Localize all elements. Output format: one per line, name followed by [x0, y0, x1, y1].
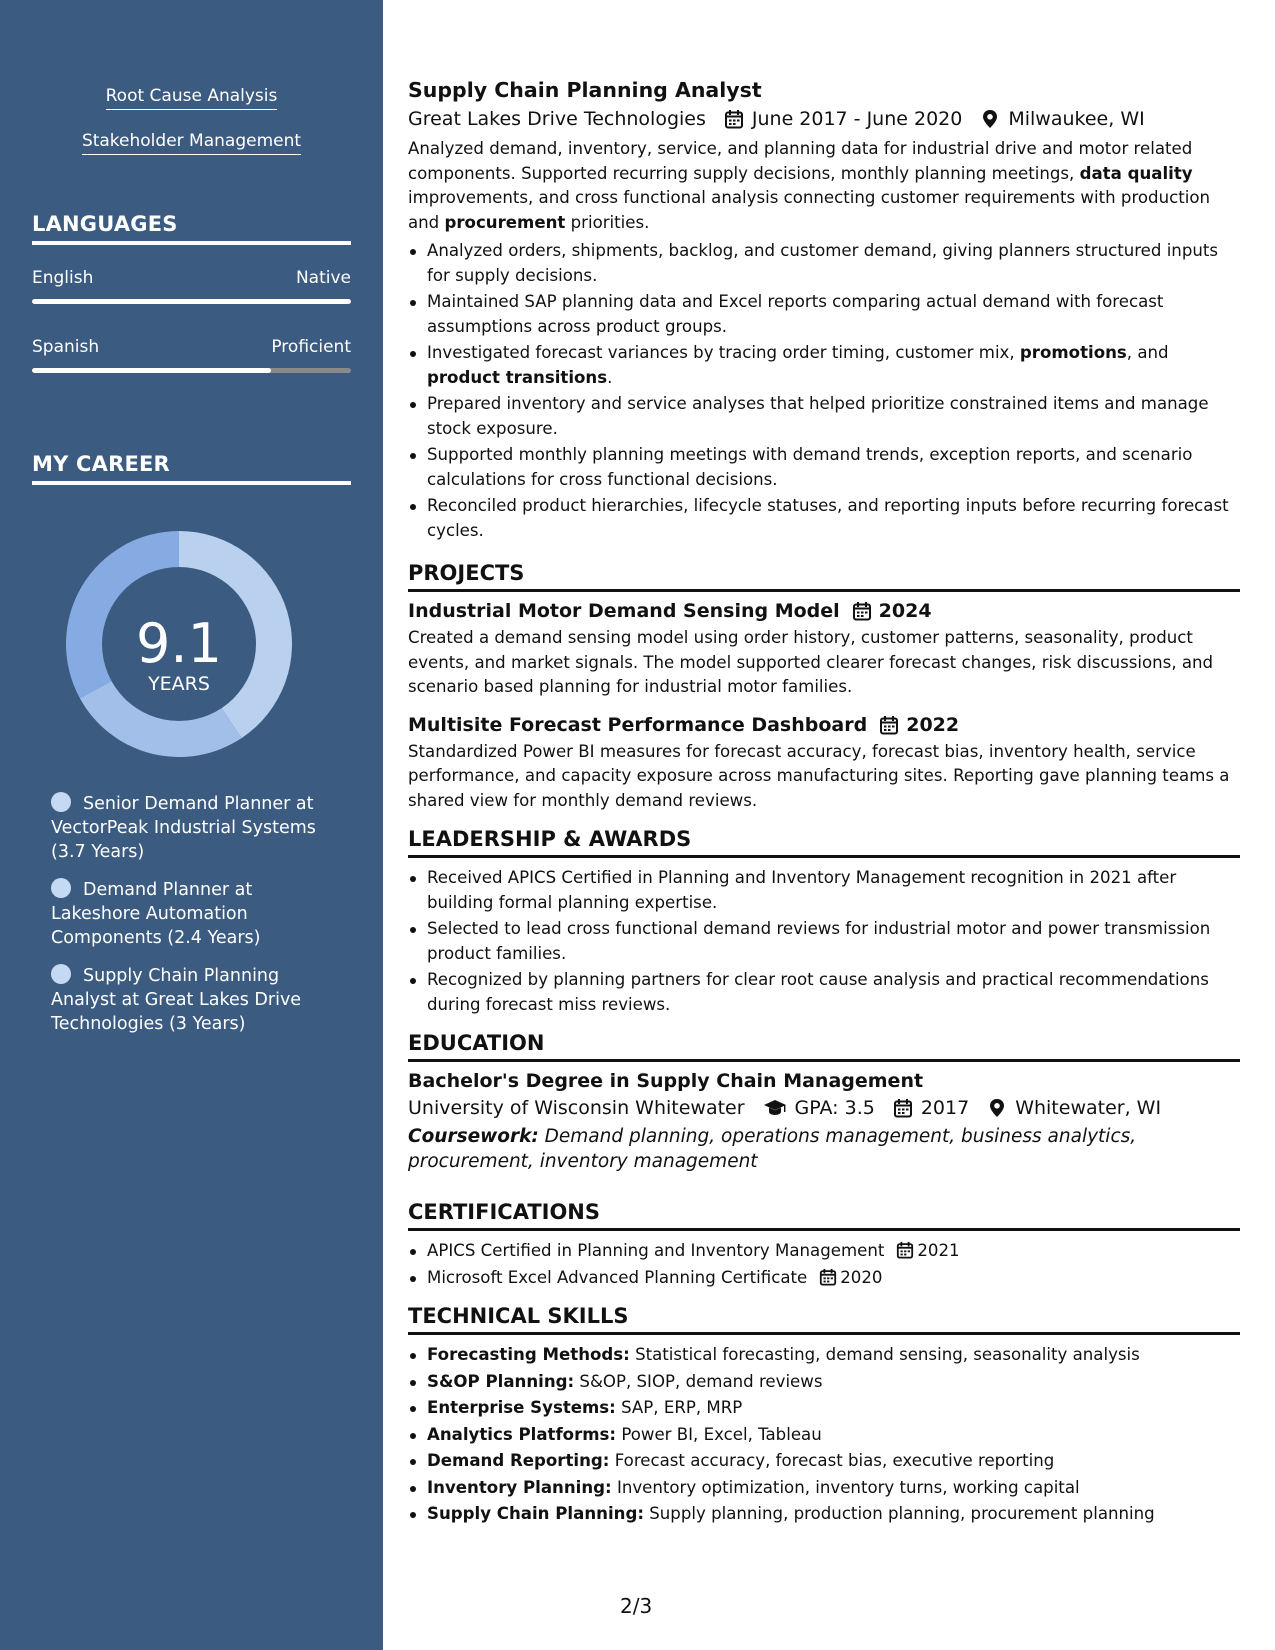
language-name: English: [32, 268, 94, 288]
language-proficiency-bar: [32, 299, 351, 304]
skill-label: Forecasting Methods:: [427, 1345, 630, 1364]
project-title-row: [408, 600, 1240, 622]
leadership-item: Recognized by planning partners for clear root cause analysis and practical recommendations during forecast miss reviews.: [408, 968, 1240, 1017]
skill-value: SAP, ERP, MRP: [615, 1398, 743, 1417]
career-donut-chart: [66, 531, 292, 757]
project-title: Industrial Motor Demand Sensing Model: [408, 600, 840, 622]
project-title: Multisite Forecast Performance Dashboard: [408, 713, 868, 736]
certification-item: [408, 1239, 1240, 1264]
education-heading: EDUCATION: [408, 1031, 1240, 1062]
language-bar-fill: [32, 368, 271, 373]
degree-title: Bachelor's Degree in Supply Chain Management: [408, 1070, 924, 1092]
summary-bold-text: data quality: [1079, 163, 1193, 183]
school-name: University of Wisconsin Whitewater: [408, 1097, 745, 1119]
skill-label: Demand Reporting:: [427, 1451, 610, 1470]
bullet-text: .: [607, 367, 613, 387]
skill-label: Supply Chain Planning:: [427, 1504, 644, 1523]
job-bullet: [408, 341, 1240, 390]
projects-heading: PROJECTS: [408, 561, 1240, 592]
skill-label: S&OP Planning:: [427, 1371, 575, 1391]
career-years-label: YEARS: [148, 673, 210, 695]
main-content: [408, 78, 1240, 1529]
page-number: 2/3: [620, 1594, 653, 1618]
skill-item: [408, 1502, 1240, 1527]
leadership-heading: LEADERSHIP & AWARDS: [408, 827, 1240, 858]
skill-tag-label: Root Cause Analysis: [106, 86, 278, 110]
project-title-row: [408, 714, 1240, 736]
project-item: [408, 600, 1240, 700]
certification-year: 2020: [840, 1267, 883, 1287]
career-item-text: Supply Chain Planning Analyst at Great Lakes Drive Technologies (3 Years): [51, 966, 302, 1034]
skill-value: Forecast accuracy, forecast bias, executive reporting: [609, 1451, 1055, 1470]
summary-text: priorities.: [565, 212, 650, 232]
gpa: GPA: 3.5: [794, 1097, 875, 1119]
calendar-icon: [893, 1098, 913, 1118]
skill-value: Power BI, Excel, Tableau: [616, 1424, 822, 1444]
coursework: [408, 1125, 1240, 1174]
project-description: Created a demand sensing model using order history, customer patterns, seasonality, product events, and market signals. The model supported clearer forecast changes, risk discussions, and scenario based planning for industrial motor families.: [408, 628, 1214, 696]
summary-bold-text: procurement: [444, 212, 566, 232]
coursework-text: Demand planning, operations management, business analytics, procurement, inventory management: [408, 1126, 1137, 1172]
skill-item: [408, 1423, 1240, 1448]
skill-label: Inventory Planning:: [427, 1477, 612, 1497]
skill-item: [408, 1449, 1240, 1474]
project-description: Standardized Power BI measures for forecast accuracy, forecast bias, inventory health, service performance, and capacity exposure across manufacturing sites. Reporting gave planning teams a shared view for monthly demand reviews.: [408, 741, 1230, 810]
skill-label: Analytics Platforms:: [427, 1424, 617, 1444]
job-summary: [408, 137, 1240, 235]
map-pin-icon: [987, 1098, 1007, 1118]
project-year: 2024: [878, 600, 932, 622]
bullet-text: , and: [1126, 343, 1169, 362]
language-level: Native: [295, 268, 351, 288]
skill-tag: [0, 86, 383, 110]
job-meta: [408, 108, 1240, 130]
skill-item: [408, 1370, 1240, 1395]
calendar-icon: [819, 1268, 837, 1286]
skill-item: [408, 1343, 1240, 1368]
language-bar-fill: [32, 299, 351, 304]
experience-entry: [408, 78, 1240, 543]
skill-item: [408, 1396, 1240, 1421]
skill-label: Enterprise Systems:: [427, 1398, 616, 1417]
summary-text: improvements, and cross functional analysis connecting customer requirements with production and: [408, 188, 1211, 232]
language-row: [32, 268, 351, 288]
school-location: Whitewater, WI: [1015, 1097, 1162, 1119]
project-year: 2022: [906, 713, 960, 736]
job-location: Milwaukee, WI: [1008, 108, 1145, 130]
graduation-cap-icon: [763, 1098, 787, 1118]
career-item: [51, 964, 341, 1036]
certification-item: [408, 1266, 1240, 1291]
career-dot-icon: [51, 878, 71, 898]
job-bullet: Maintained SAP planning data and Excel reports comparing actual demand with forecast assumptions across product groups.: [408, 290, 1240, 339]
career-years-value: 9.1: [136, 612, 222, 675]
leadership-item: Received APICS Certified in Planning and Inventory Management recognition in 2021 after building formal planning expertise.: [408, 866, 1240, 915]
job-bullet: Analyzed orders, shipments, backlog, and customer demand, giving planners structured inputs for supply decisions.: [408, 239, 1240, 288]
calendar-icon: [852, 601, 872, 621]
language-name: Spanish: [32, 337, 100, 357]
job-title: Supply Chain Planning Analyst: [408, 78, 762, 102]
career-dot-icon: [51, 792, 71, 812]
skill-value: Statistical forecasting, demand sensing, seasonality analysis: [629, 1345, 1140, 1364]
leadership-item: Selected to lead cross functional demand reviews for industrial motor and power transmission product families.: [408, 917, 1240, 966]
bullet-bold-text: product transitions: [427, 367, 608, 387]
coursework-label: Coursework:: [408, 1126, 539, 1147]
bullet-bold-text: promotions: [1019, 343, 1127, 362]
job-dates: June 2017 - June 2020: [751, 108, 963, 130]
bullet-text: Investigated forecast variances by tracing order timing, customer mix,: [427, 343, 1020, 362]
career-list: [51, 792, 341, 1050]
skill-value: Supply planning, production planning, procurement planning: [643, 1504, 1155, 1523]
job-bullets: [408, 239, 1240, 543]
education-meta: [408, 1097, 1240, 1119]
calendar-icon: [896, 1241, 914, 1259]
certification-name: APICS Certified in Planning and Inventory Management: [427, 1241, 885, 1260]
calendar-icon: [879, 715, 899, 735]
language-level: Proficient: [271, 337, 351, 357]
certifications-heading: CERTIFICATIONS: [408, 1200, 1240, 1231]
language-row: [32, 337, 351, 357]
graduation-year: 2017: [920, 1097, 970, 1119]
certification-year: 2021: [917, 1241, 960, 1260]
map-pin-icon: [980, 109, 1000, 129]
job-bullet: Prepared inventory and service analyses that helped prioritize constrained items and manage stock exposure.: [408, 392, 1240, 441]
education-entry: [408, 1070, 1240, 1174]
career-item-text: Demand Planner at Lakeshore Automation Components (2.4 Years): [51, 880, 261, 948]
skill-value: Inventory optimization, inventory turns, working capital: [611, 1477, 1080, 1497]
career-item: [51, 878, 341, 950]
language-proficiency-bar: [32, 368, 351, 373]
career-heading: MY CAREER: [32, 452, 351, 485]
certification-name: Microsoft Excel Advanced Planning Certificate: [427, 1267, 808, 1287]
project-item: [408, 714, 1240, 814]
leadership-list: [408, 866, 1240, 1017]
calendar-icon: [724, 109, 744, 129]
career-dot-icon: [51, 964, 71, 984]
skill-tag: [0, 131, 383, 155]
technical-skills-heading: TECHNICAL SKILLS: [408, 1304, 1240, 1335]
career-item: [51, 792, 341, 864]
summary-text: Analyzed demand, inventory, service, and planning data for industrial drive and motor related components. Supported recurring supply decisions, monthly planning meetings,: [408, 139, 1193, 183]
job-bullet: Reconciled product hierarchies, lifecycle statuses, and reporting inputs before recurring forecast cycles.: [408, 494, 1240, 543]
skill-value: S&OP, SIOP, demand reviews: [574, 1371, 823, 1391]
job-bullet: Supported monthly planning meetings with demand trends, exception reports, and scenario calculations for cross functional decisions.: [408, 443, 1240, 492]
company-name: Great Lakes Drive Technologies: [408, 108, 706, 130]
technical-skills-list: [408, 1343, 1240, 1527]
career-item-text: Senior Demand Planner at VectorPeak Industrial Systems (3.7 Years): [51, 794, 316, 862]
skill-tag-label: Stakeholder Management: [82, 131, 301, 155]
skill-item: [408, 1476, 1240, 1501]
languages-heading: LANGUAGES: [32, 212, 351, 245]
certifications-list: [408, 1239, 1240, 1290]
sidebar: [0, 0, 383, 1650]
